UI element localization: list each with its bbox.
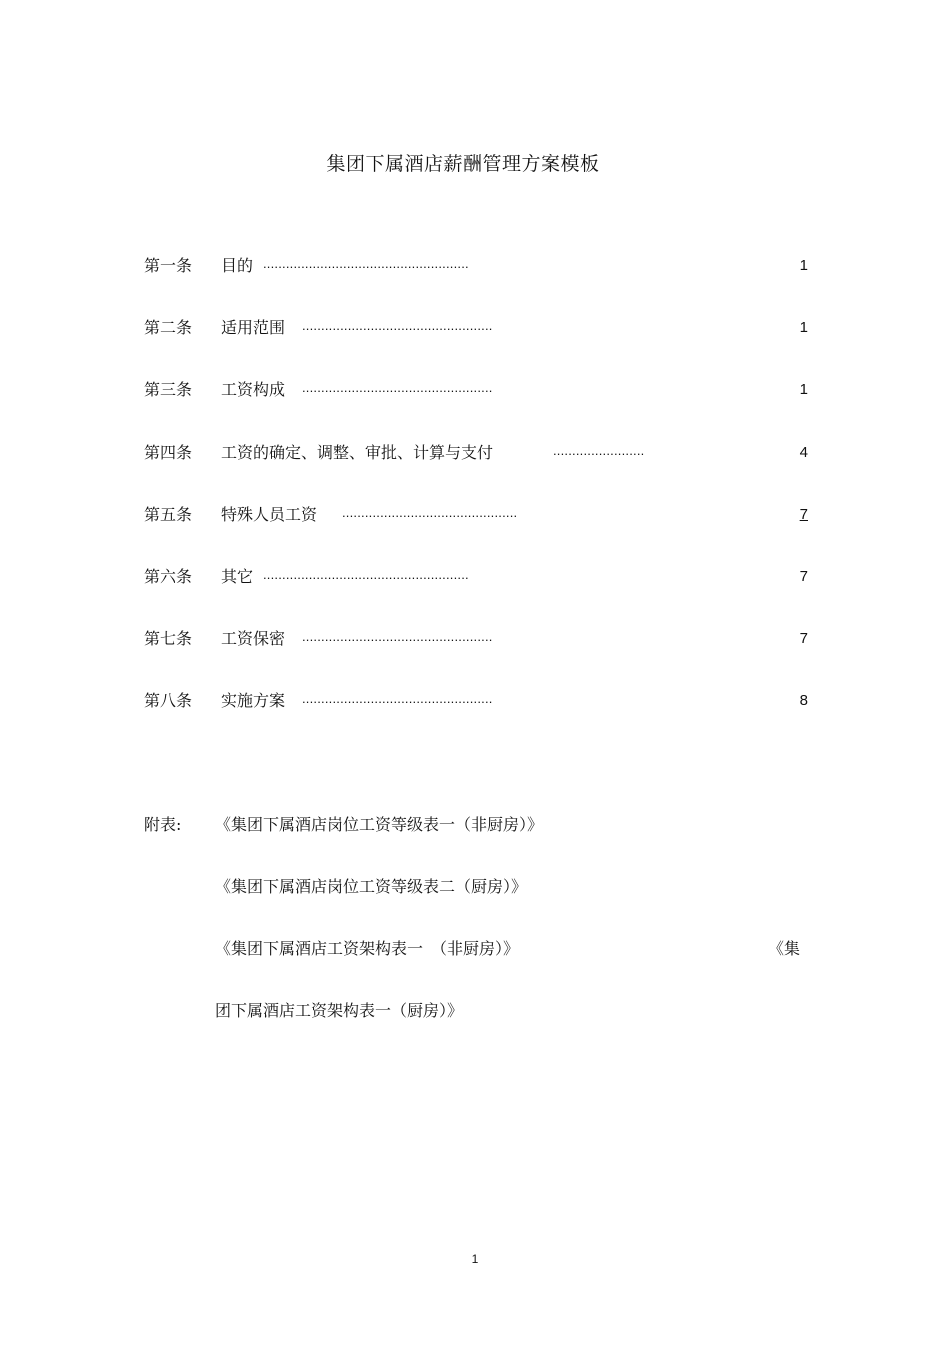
toc-entry-title: 特殊人员工资 bbox=[221, 505, 318, 524]
toc-entry-5[interactable] bbox=[144, 503, 808, 527]
toc-entry-title: 实施方案 bbox=[221, 691, 286, 710]
toc-entry-title: 工资的确定、调整、审批、计算与支付 bbox=[221, 443, 494, 462]
toc-entry-title: 工资保密 bbox=[221, 629, 286, 648]
toc-page-number: 1 bbox=[799, 257, 808, 274]
toc-entry-title: 工资构成 bbox=[221, 380, 286, 399]
page-number: 1 bbox=[471, 1252, 479, 1266]
toc-entry-title: 适用范围 bbox=[221, 318, 286, 337]
appendix-item[interactable]: 《集团下属酒店岗位工资等级表二（厨房）》 bbox=[215, 877, 528, 896]
toc-entry-7[interactable] bbox=[144, 627, 808, 651]
toc-dot-leader: .................................................. bbox=[302, 380, 493, 395]
toc-entry-1[interactable] bbox=[144, 254, 808, 278]
toc-entry-8[interactable] bbox=[144, 689, 808, 713]
toc-page-number: 4 bbox=[799, 444, 808, 461]
appendix-item-continued[interactable]: 《集 bbox=[768, 939, 801, 958]
toc-dot-leader: ...................................................... bbox=[263, 256, 469, 271]
toc-entry-6[interactable] bbox=[144, 565, 808, 589]
appendix-item[interactable]: 团下属酒店工资架构表一（厨房）》 bbox=[215, 1001, 464, 1020]
toc-page-number: 7 bbox=[799, 506, 808, 523]
toc-entry-2[interactable] bbox=[144, 316, 808, 340]
toc-article-number: 第二条 bbox=[144, 318, 193, 337]
toc-article-number: 第四条 bbox=[144, 443, 193, 462]
toc-article-number: 第一条 bbox=[144, 256, 193, 275]
toc-page-number: 8 bbox=[799, 692, 808, 709]
toc-entry-title: 目的 bbox=[221, 256, 254, 275]
toc-page-number: 7 bbox=[799, 630, 808, 647]
toc-article-number: 第八条 bbox=[144, 691, 193, 710]
appendix-item[interactable]: 《集团下属酒店岗位工资等级表一（非厨房）》 bbox=[215, 815, 544, 834]
toc-entry-4[interactable] bbox=[144, 441, 808, 465]
toc-article-number: 第七条 bbox=[144, 629, 193, 648]
toc-dot-leader: .................................................. bbox=[302, 629, 493, 644]
toc-dot-leader: .............................................. bbox=[342, 505, 518, 520]
toc-page-number: 1 bbox=[799, 381, 808, 398]
toc-article-number: 第五条 bbox=[144, 505, 193, 524]
toc-entry-title: 其它 bbox=[221, 567, 254, 586]
toc-article-number: 第三条 bbox=[144, 380, 193, 399]
toc-page-number: 7 bbox=[799, 568, 808, 585]
toc-article-number: 第六条 bbox=[144, 567, 193, 586]
toc-dot-leader: ...................................................... bbox=[263, 567, 469, 582]
toc-dot-leader: .................................................. bbox=[302, 691, 493, 706]
toc-entry-3[interactable] bbox=[144, 378, 808, 402]
toc-dot-leader: ........................ bbox=[553, 443, 645, 458]
toc-page-number: 1 bbox=[799, 319, 808, 336]
appendix-item[interactable]: 《集团下属酒店工资架构表一 （非厨房）》 bbox=[215, 939, 520, 958]
appendix-label: 附表: bbox=[144, 815, 182, 834]
page-title: 集团下属酒店薪酬管理方案模板 bbox=[326, 153, 600, 175]
toc-dot-leader: .................................................. bbox=[302, 318, 493, 333]
